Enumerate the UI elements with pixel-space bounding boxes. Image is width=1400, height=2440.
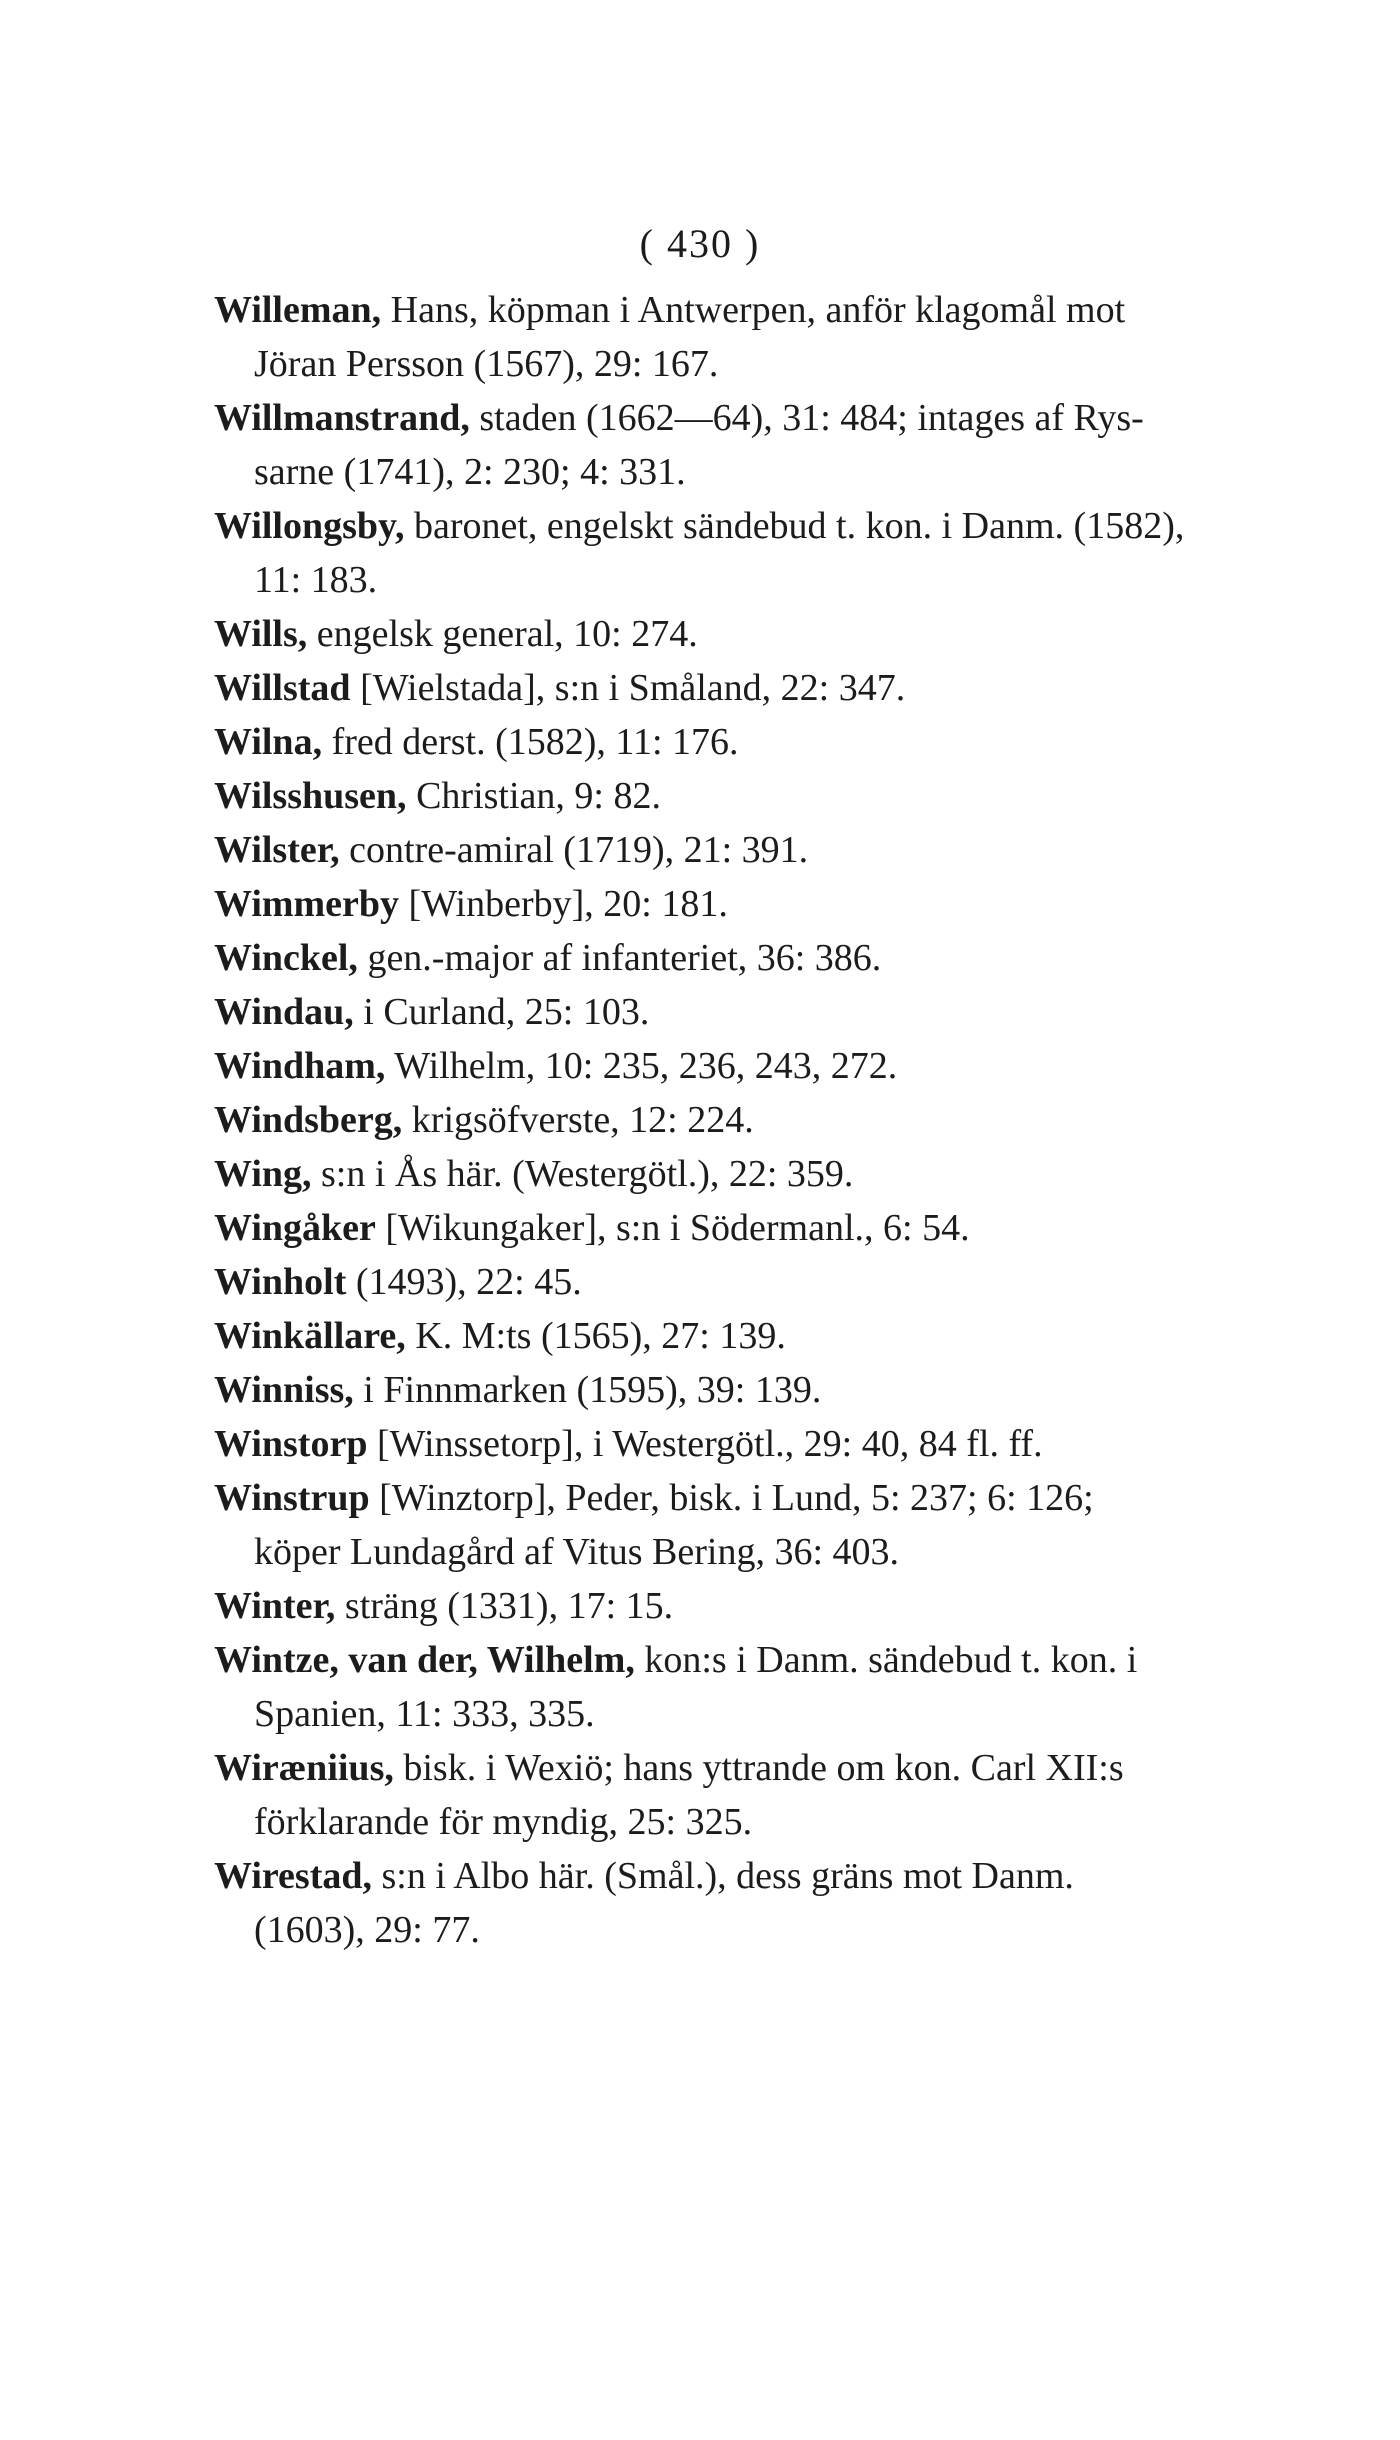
entry-headword: Wing, — [214, 1153, 312, 1195]
entry-continuation: köper Lundagård af Vitus Bering, 36: 403. — [254, 1531, 899, 1573]
entry-headword: Wiræniius, — [214, 1747, 394, 1789]
entry-text: krigsöfverste, 12: 224. — [402, 1099, 754, 1141]
page-number: ( 430 ) — [639, 221, 761, 266]
entry-text: engelsk general, 10: 274. — [307, 613, 698, 655]
entry-headword: Winstrup — [214, 1477, 370, 1519]
entry-headword: Wilsshusen, — [214, 775, 407, 817]
entry-headword: Willongsby, — [214, 505, 405, 547]
entry-headword: Willstad — [214, 667, 351, 709]
entry-headword: Winholt — [214, 1261, 347, 1303]
index-entry — [214, 1741, 1284, 1849]
entry-text: K. M:ts (1565), 27: 139. — [405, 1315, 786, 1357]
index-entry — [214, 823, 1284, 877]
index-entry — [214, 1633, 1284, 1741]
index-entry — [214, 985, 1284, 1039]
index-entry — [214, 283, 1284, 391]
entry-continuation: (1603), 29: 77. — [254, 1909, 480, 1951]
index-entry — [214, 1417, 1284, 1471]
index-entry — [214, 769, 1284, 823]
entry-text: (1493), 22: 45. — [346, 1261, 582, 1303]
index-entry — [214, 1201, 1284, 1255]
index-entry — [214, 499, 1284, 607]
entry-text: [Winssetorp], i Westergötl., 29: 40, 84 fl. ff. — [367, 1423, 1043, 1465]
index-entry — [214, 1849, 1284, 1957]
entry-text: fred derst. (1582), 11: 176. — [322, 721, 739, 763]
index-entry — [214, 715, 1284, 769]
entry-text: [Winztorp], Peder, bisk. i Lund, 5: 237; 6: 126; — [369, 1477, 1094, 1519]
entry-headword: Winstorp — [214, 1423, 368, 1465]
entry-headword: Winkällare, — [214, 1315, 406, 1357]
entry-text: kon:s i Danm. sändebud t. kon. i — [634, 1639, 1138, 1681]
entry-headword: Wintze, van der, Wilhelm, — [214, 1639, 635, 1681]
index-entry — [214, 1255, 1284, 1309]
entry-headword: Wilster, — [214, 829, 340, 871]
entry-text: [Wikungaker], s:n i Södermanl., 6: 54. — [375, 1207, 970, 1249]
entry-headword: Winckel, — [214, 937, 358, 979]
entry-text: contre-amiral (1719), 21: 391. — [339, 829, 809, 871]
index-entry — [214, 1039, 1284, 1093]
entry-text: gen.-major af infanteriet, 36: 386. — [357, 937, 882, 979]
entry-continuation: förklarande för myndig, 25: 325. — [254, 1801, 753, 1843]
entry-text: [Winberby], 20: 181. — [399, 883, 728, 925]
entry-text: baronet, engelskt sändebud t. kon. i Danm. (1582), — [404, 505, 1185, 547]
entry-text: i Finnmarken (1595), 39: 139. — [353, 1369, 822, 1411]
entry-continuation: sarne (1741), 2: 230; 4: 331. — [254, 451, 686, 493]
entry-headword: Windsberg, — [214, 1099, 403, 1141]
entry-text: s:n i Albo här. (Smål.), dess gräns mot Danm. — [372, 1855, 1074, 1897]
index-entry — [214, 391, 1284, 499]
entry-text: Hans, köpman i Antwerpen, anför klagomål mot — [381, 289, 1126, 331]
entry-headword: Winniss, — [214, 1369, 354, 1411]
entry-headword: Windau, — [214, 991, 354, 1033]
entry-text: Wilhelm, 10: 235, 236, 243, 272. — [385, 1045, 898, 1087]
entry-text: [Wielstada], s:n i Småland, 22: 347. — [350, 667, 906, 709]
entry-headword: Wingåker — [214, 1207, 376, 1249]
index-entry — [214, 1363, 1284, 1417]
index-entry — [214, 1309, 1284, 1363]
entry-headword: Wilna, — [214, 721, 323, 763]
entry-headword: Willeman, — [214, 289, 382, 331]
entry-text: bisk. i Wexiö; hans yttrande om kon. Carl XII:s — [393, 1747, 1124, 1789]
entry-headword: Wirestad, — [214, 1855, 372, 1897]
entry-continuation: Jöran Persson (1567), 29: 167. — [254, 343, 719, 385]
entry-text: sträng (1331), 17: 15. — [335, 1585, 674, 1627]
entry-headword: Wills, — [214, 613, 308, 655]
index-entry — [214, 661, 1284, 715]
index-entry — [214, 1093, 1284, 1147]
entry-headword: Wimmerby — [214, 883, 400, 925]
entry-continuation: Spanien, 11: 333, 335. — [254, 1693, 595, 1735]
index-entry — [214, 607, 1284, 661]
entry-continuation: 11: 183. — [254, 559, 378, 601]
entry-text: Christian, 9: 82. — [406, 775, 661, 817]
entry-text: i Curland, 25: 103. — [353, 991, 650, 1033]
entry-text: s:n i Ås här. (Westergötl.), 22: 359. — [311, 1153, 854, 1195]
index-entry — [214, 877, 1284, 931]
index-list — [214, 283, 1284, 1957]
entry-headword: Windham, — [214, 1045, 386, 1087]
index-entry — [214, 1579, 1284, 1633]
entry-text: staden (1662—64), 31: 484; intages af Rys- — [469, 397, 1144, 439]
index-entry — [214, 1471, 1284, 1579]
index-entry — [214, 1147, 1284, 1201]
index-entry — [214, 931, 1284, 985]
entry-headword: Willmanstrand, — [214, 397, 470, 439]
entry-headword: Winter, — [214, 1585, 336, 1627]
